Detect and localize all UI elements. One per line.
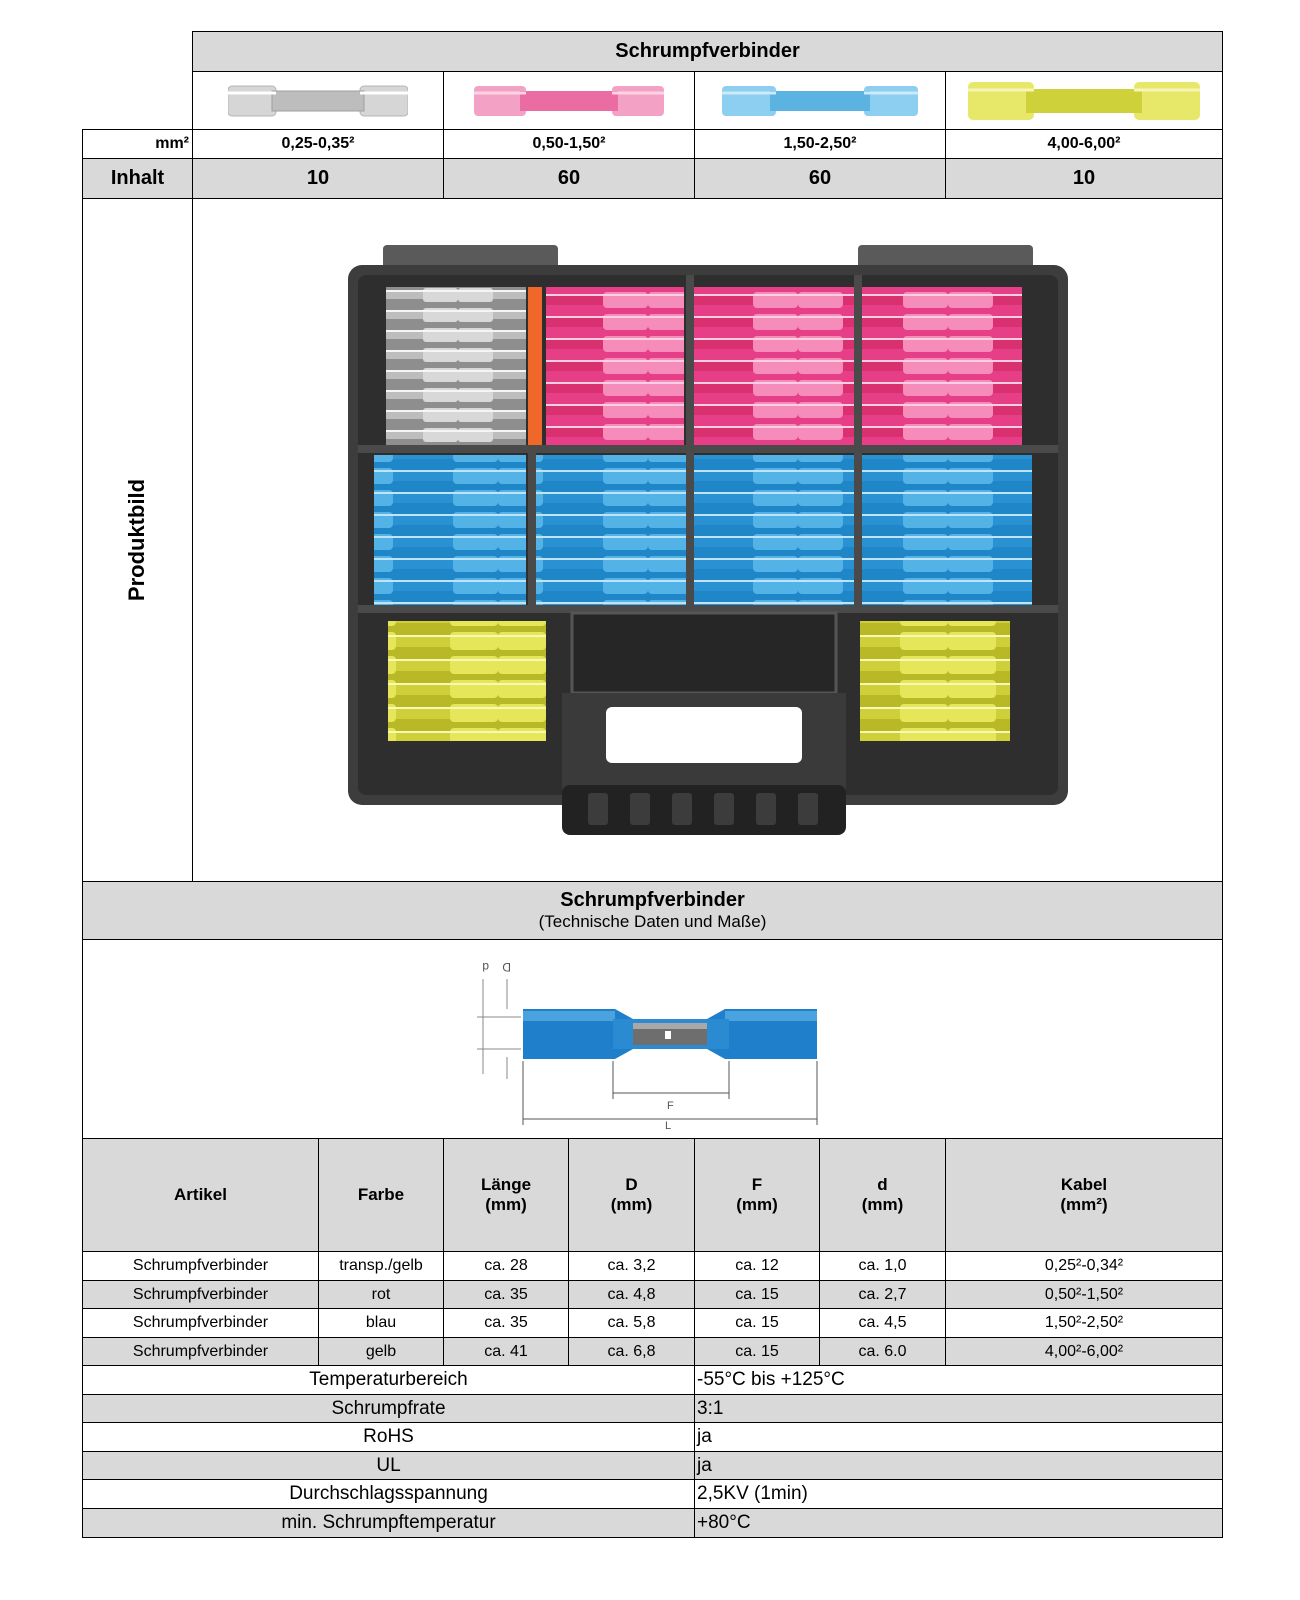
table-row-1-kabel: 0,50²-1,50² — [945, 1280, 1223, 1309]
table-row-2-kabel: 1,50²-2,50² — [945, 1308, 1223, 1338]
table-row-2-F: ca. 15 — [694, 1308, 820, 1338]
th-farbe: Farbe — [318, 1138, 444, 1252]
size-cell-4: 4,00-6,00² — [945, 129, 1223, 159]
product-label-cell — [82, 198, 193, 882]
spec-value-1: 3:1 — [694, 1394, 1223, 1423]
table-row-3-kabel: 4,00²-6,00² — [945, 1337, 1223, 1366]
size-cell-1: 0,25-0,35² — [192, 129, 444, 159]
table-row-1-F: ca. 15 — [694, 1280, 820, 1309]
table-row-0-D: ca. 3,2 — [568, 1251, 695, 1281]
spec-value-2: ja — [694, 1422, 1223, 1452]
table-row-1-d: ca. 2,7 — [819, 1280, 946, 1309]
spec-label-5: min. Schrumpftemperatur — [82, 1508, 695, 1538]
table-row-0-farbe: transp./gelb — [318, 1251, 444, 1281]
table-row-3-F: ca. 15 — [694, 1337, 820, 1366]
th-laenge: Länge (mm) — [443, 1138, 569, 1252]
size-cell-2: 0,50-1,50² — [443, 129, 695, 159]
tech-header: Schrumpfverbinder (Technische Daten und Maße) — [82, 881, 1223, 940]
size-cell-3: 1,50-2,50² — [694, 129, 946, 159]
count-cell-3: 60 — [694, 158, 946, 199]
count-cell-1: 10 — [192, 158, 444, 199]
spec-label-2: RoHS — [82, 1422, 695, 1452]
count-cell-2: 60 — [443, 158, 695, 199]
th-artikel: Artikel — [82, 1138, 319, 1252]
th-F: F (mm) — [694, 1138, 820, 1252]
table-row-2-D: ca. 5,8 — [568, 1308, 695, 1338]
mm-label: mm² — [82, 129, 193, 159]
table-row-0-F: ca. 12 — [694, 1251, 820, 1281]
table-row-3-D: ca. 6,8 — [568, 1337, 695, 1366]
table-row-2-d: ca. 4,5 — [819, 1308, 946, 1338]
product-label: Produktbild — [124, 478, 150, 602]
th-D: D (mm) — [568, 1138, 695, 1252]
spec-label-0: Temperaturbereich — [82, 1365, 695, 1395]
table-row-2-laenge: ca. 35 — [443, 1308, 569, 1338]
spec-value-0: -55°C bis +125°C — [694, 1365, 1223, 1395]
label-F: F — [666, 1100, 674, 1112]
table-row-0-artikel: Schrumpfverbinder — [82, 1251, 319, 1281]
table-row-2-artikel: Schrumpfverbinder — [82, 1308, 319, 1338]
assortment-box-image — [348, 245, 1068, 835]
label-L: L — [664, 1120, 671, 1129]
connector-image-cell-2 — [443, 71, 695, 130]
spec-value-4: 2,5KV (1min) — [694, 1479, 1223, 1509]
table-row-0-kabel: 0,25²-0,34² — [945, 1251, 1223, 1281]
table-row-3-laenge: ca. 41 — [443, 1337, 569, 1366]
th-kabel: Kabel (mm²) — [945, 1138, 1223, 1252]
table-row-3-d: ca. 6.0 — [819, 1337, 946, 1366]
connector-yellow-icon — [968, 79, 1200, 123]
table-row-3-artikel: Schrumpfverbinder — [82, 1337, 319, 1366]
inhalt-label: Inhalt — [82, 158, 193, 199]
table-row-1-laenge: ca. 35 — [443, 1280, 569, 1309]
label-D: D — [501, 960, 511, 974]
label-d: d — [481, 960, 489, 974]
dimension-diagram-cell — [82, 939, 1223, 1139]
th-d: d (mm) — [819, 1138, 946, 1252]
table-row-1-D: ca. 4,8 — [568, 1280, 695, 1309]
table-row-1-artikel: Schrumpfverbinder — [82, 1280, 319, 1309]
connector-red-icon — [474, 81, 664, 121]
connector-blue-icon — [722, 81, 918, 121]
connector-image-cell-4 — [945, 71, 1223, 130]
table-row-2-farbe: blau — [318, 1308, 444, 1338]
spec-value-5: +80°C — [694, 1508, 1223, 1538]
connector-image-cell-3 — [694, 71, 946, 130]
count-cell-4: 10 — [945, 158, 1223, 199]
product-image-cell — [192, 198, 1223, 882]
table-row-1-farbe: rot — [318, 1280, 444, 1309]
connector-transparent-icon — [228, 81, 408, 121]
dimension-diagram — [473, 949, 833, 1129]
connector-image-cell-1 — [192, 71, 444, 130]
table-row-3-farbe: gelb — [318, 1337, 444, 1366]
spec-label-3: UL — [82, 1451, 695, 1480]
table-row-0-laenge: ca. 28 — [443, 1251, 569, 1281]
table-row-0-d: ca. 1,0 — [819, 1251, 946, 1281]
spec-label-1: Schrumpfrate — [82, 1394, 695, 1423]
header-title: Schrumpfverbinder — [192, 31, 1223, 72]
spec-value-3: ja — [694, 1451, 1223, 1480]
spec-label-4: Durchschlagsspannung — [82, 1479, 695, 1509]
